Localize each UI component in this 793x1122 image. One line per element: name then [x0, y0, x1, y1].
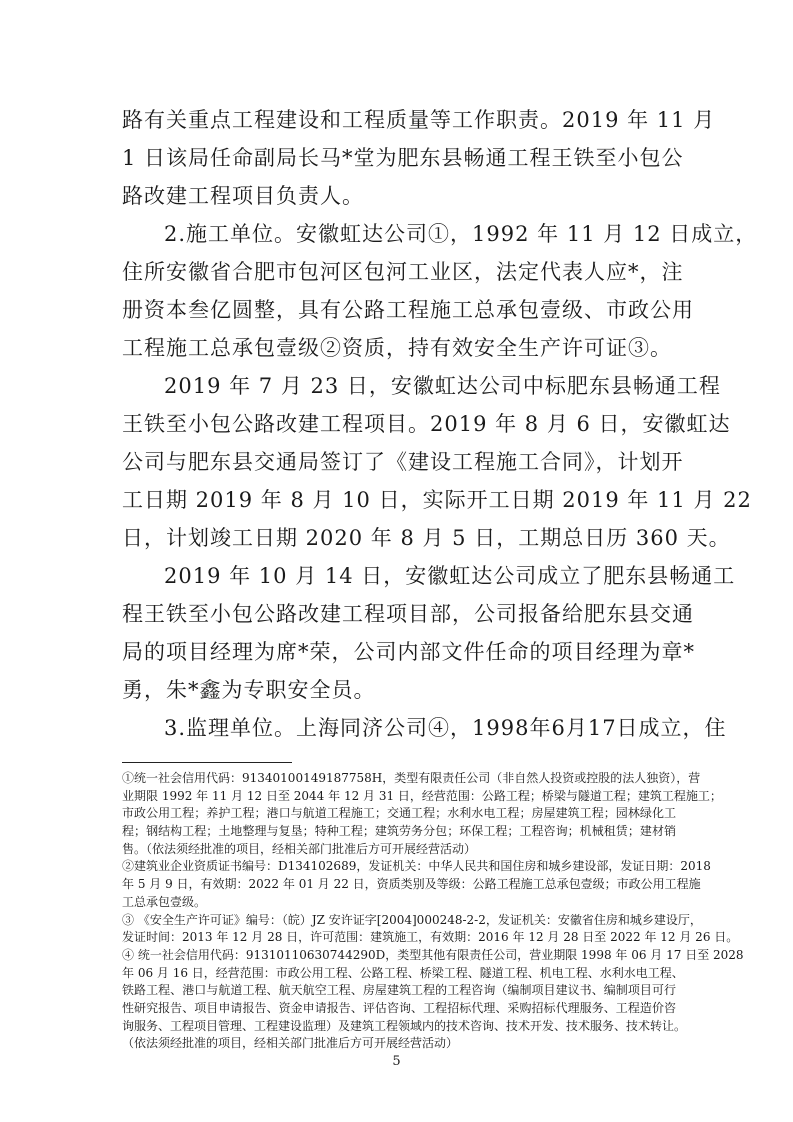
- body-line: 1 日该局任命副局长马*堂为肥东县畅通工程王铁至小包公: [122, 146, 684, 170]
- body-line: 勇，朱*鑫为专职安全员。: [122, 678, 376, 702]
- footnote-line: 询服务、工程项目管理、工程建设监理）及建筑工程领域内的技术咨询、技术开发、技术服务、技术转让。: [122, 1018, 687, 1033]
- footnote-line: 年 06 月 16 日，经营范围：市政公用工程、公路工程、桥梁工程、隧道工程、机电工程、水利水电工程、: [122, 965, 684, 980]
- footnote-line: 售。（依法须经批准的项目，经相关部门批准后方可开展经营活动）: [122, 841, 477, 856]
- footnote-line: ④ 统一社会信用代码：91310110630744290D，类型其他有限责任公司，营业期限 1998 年 06 月 17 日至 2028: [122, 947, 744, 962]
- footnote-line: 程；钢结构工程；土地整理与复垦；特种工程；建筑劳务分包；环保工程；工程咨询；机械租赁；建材销: [122, 824, 676, 839]
- footnote-line: 业期限 1992 年 11 月 12 日至 2044 年 12 月 31 日，经营范围：公路工程；桥梁与隧道工程；建筑工程施工；: [122, 788, 722, 803]
- page-number: 5: [392, 1054, 401, 1069]
- footnote-line: 性研究报告、项目申请报告、资金申请报告、评估咨询、工程招标代理、采购招标代理服务、工程造价咨: [122, 1000, 676, 1015]
- footnote-line: ①统一社会信用代码：91340100149187758H，类型有限责任公司（非自然人投资或控股的法人独资），营: [122, 771, 701, 785]
- footnote-line: ③ 《安全生产许可证》编号：（皖）JZ 安许证字[2004]000248-2-2，发证机关：安徽省住房和城乡建设厅，: [122, 912, 702, 927]
- footnote-line: 工总承包壹级。: [122, 894, 207, 909]
- footnote-line: 年 5 月 9 日，有效期：2022 年 01 月 22 日，资质类别及等级：公路工程施工总承包壹级；市政公用工程施: [122, 877, 701, 892]
- body-line: 路改建工程项目负责人。: [122, 184, 364, 208]
- footnote-line: 铁路工程、港口与航道工程、航天航空工程、房屋建筑工程的工程咨询（编制项目建议书、编制项目可行: [122, 983, 676, 998]
- body-line: 3.监理单位。上海同济公司④，1998年6月17日成立，住: [164, 716, 727, 740]
- body-line: 工程施工总承包壹级②资质，持有效安全生产许可证③。: [122, 336, 672, 360]
- footnote-line: 市政公用工程；养护工程；港口与航道工程施工；交通工程；水利水电工程；房屋建筑工程；园林绿化工: [122, 806, 676, 821]
- body-line: 日，计划竣工日期 2020 年 8 月 5 日，工期总日历 360 天。: [122, 526, 731, 550]
- body-line: 2019 年 10 月 14 日，安徽虹达公司成立了肥东县畅通工: [164, 564, 736, 588]
- body-line: 册资本叁亿圆整，具有公路工程施工总承包壹级、市政公用: [122, 298, 694, 322]
- body-line: 2019 年 7 月 23 日，安徽虹达公司中标肥东县畅通工程: [164, 374, 721, 398]
- body-line: 王铁至小包公路改建工程项目。2019 年 8 月 6 日，安徽虹达: [122, 412, 731, 436]
- footnote-line: 发证时间：2013 年 12 月 28 日，许可范围：建筑施工，有效期：2016 年 12 月 28 日至 2022 年 12 月 26 日。: [122, 930, 739, 945]
- body-line: 路有关重点工程建设和工程质量等工作职责。2019 年 11 月: [122, 108, 716, 132]
- footnotes: [122, 770, 744, 1053]
- footnote-line: ②建筑业企业资质证书编号：D134102689，发证机关：中华人民共和国住房和城乡建设部，发证日期：2018: [122, 859, 711, 874]
- body-line: 工日期 2019 年 8 月 10 日，实际开工日期 2019 年 11 月 22: [122, 488, 752, 512]
- body-line: 住所安徽省合肥市包河区包河工业区，法定代表人应*，注: [122, 260, 684, 284]
- body-line: 2.施工单位。安徽虹达公司①，1992 年 11 月 12 日成立，: [164, 222, 758, 246]
- body-line: 局的项目经理为席*荣，公司内部文件任命的项目经理为章*: [122, 640, 695, 664]
- body-line: 公司与肥东县交通局签订了《建设工程施工合同》，计划开: [122, 450, 684, 474]
- body-line: 程王铁至小包公路改建工程项目部，公司报备给肥东县交通: [122, 602, 694, 626]
- footnote-separator: [122, 762, 292, 763]
- body-text: [122, 101, 758, 747]
- footnote-line: （依法须经批准的项目，经相关部门批准后方可开展经营活动）: [122, 1036, 459, 1051]
